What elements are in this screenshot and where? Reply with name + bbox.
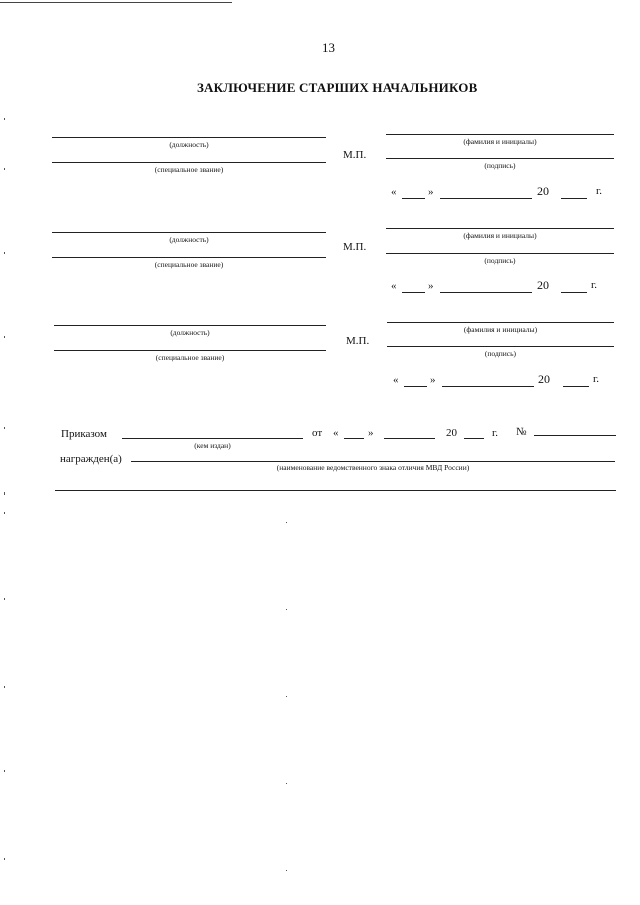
day-line[interactable] — [404, 386, 427, 387]
signature-caption: (подпись) — [484, 256, 516, 265]
quote-open: « — [391, 280, 397, 292]
quote-close: » — [430, 374, 436, 386]
signature-line[interactable] — [386, 253, 614, 254]
quote-close: » — [428, 280, 434, 292]
name-caption: (фамилия и инициалы) — [463, 231, 537, 240]
stamp-label: М.П. — [343, 241, 367, 253]
rank-caption: (специальное звание) — [154, 165, 224, 174]
position-caption: (должность) — [170, 328, 210, 337]
name-caption: (фамилия и инициалы) — [463, 137, 537, 146]
award-extra-line[interactable] — [55, 490, 616, 491]
year-prefix: 20 — [538, 372, 550, 386]
from-label: от — [312, 427, 323, 439]
number-sign: № — [516, 426, 527, 438]
scan-speck — [4, 492, 5, 495]
quote-open: « — [391, 186, 397, 198]
scan-top-edge — [0, 2, 232, 3]
scan-speck — [4, 770, 5, 772]
year-prefix: 20 — [537, 278, 549, 292]
position-caption: (должность) — [169, 235, 209, 244]
scan-speck — [4, 252, 5, 254]
scan-speck — [4, 336, 5, 338]
position-line[interactable] — [54, 325, 326, 326]
day-line[interactable] — [344, 438, 364, 439]
award-line[interactable] — [131, 461, 615, 462]
quote-open: « — [393, 374, 399, 386]
quote-open: « — [333, 427, 339, 439]
scan-speck — [4, 858, 5, 860]
scan-speck — [286, 783, 287, 784]
scan-speck — [286, 609, 287, 610]
year-line[interactable] — [561, 292, 587, 293]
scan-speck — [4, 168, 5, 170]
position-line[interactable] — [52, 137, 326, 138]
name-line[interactable] — [386, 134, 614, 135]
scan-speck — [286, 522, 287, 523]
name-line[interactable] — [387, 322, 614, 323]
scan-speck — [4, 598, 5, 600]
signature-line[interactable] — [387, 346, 614, 347]
scan-speck — [4, 686, 5, 688]
quote-close: » — [368, 427, 374, 439]
year-suffix: г. — [492, 427, 499, 439]
signature-caption: (подпись) — [484, 349, 517, 358]
year-prefix: 20 — [537, 184, 549, 198]
scan-speck — [4, 118, 5, 120]
rank-caption: (специальное звание) — [155, 353, 225, 362]
page-title: ЗАКЛЮЧЕНИЕ СТАРШИХ НАЧАЛЬНИКОВ — [197, 80, 478, 95]
stamp-label: М.П. — [346, 335, 370, 347]
number-line[interactable] — [534, 435, 616, 436]
quote-close: » — [428, 186, 434, 198]
year-suffix: г. — [591, 279, 598, 291]
year-line[interactable] — [561, 198, 587, 199]
signature-caption: (подпись) — [484, 161, 516, 170]
scan-speck — [286, 696, 287, 697]
issuer-caption: (кем издан) — [194, 441, 231, 450]
day-line[interactable] — [402, 292, 425, 293]
year-suffix: г. — [596, 185, 603, 197]
rank-line[interactable] — [52, 162, 326, 163]
signature-line[interactable] — [386, 158, 614, 159]
name-caption: (фамилия и инициалы) — [463, 325, 538, 334]
year-prefix: 20 — [446, 427, 457, 439]
year-line[interactable] — [563, 386, 589, 387]
day-line[interactable] — [402, 198, 425, 199]
rank-caption: (специальное звание) — [154, 260, 224, 269]
scan-speck — [286, 870, 287, 871]
month-line[interactable] — [442, 386, 534, 387]
rank-line[interactable] — [52, 257, 326, 258]
award-caption: (наименование ведомственного знака отличия МВД России) — [276, 463, 470, 472]
stamp-label: М.П. — [343, 149, 367, 161]
name-line[interactable] — [386, 228, 614, 229]
position-line[interactable] — [52, 232, 326, 233]
order-label: Приказом — [61, 428, 107, 440]
month-line[interactable] — [384, 438, 435, 439]
month-line[interactable] — [440, 198, 532, 199]
page-number: 13 — [322, 40, 335, 55]
month-line[interactable] — [440, 292, 532, 293]
year-line[interactable] — [464, 438, 484, 439]
year-suffix: г. — [593, 373, 600, 385]
issuer-line[interactable] — [122, 438, 303, 439]
award-label: награжден(а) — [60, 453, 122, 465]
position-caption: (должность) — [169, 140, 209, 149]
rank-line[interactable] — [54, 350, 326, 351]
scan-speck — [4, 427, 5, 429]
scan-speck — [4, 512, 5, 514]
